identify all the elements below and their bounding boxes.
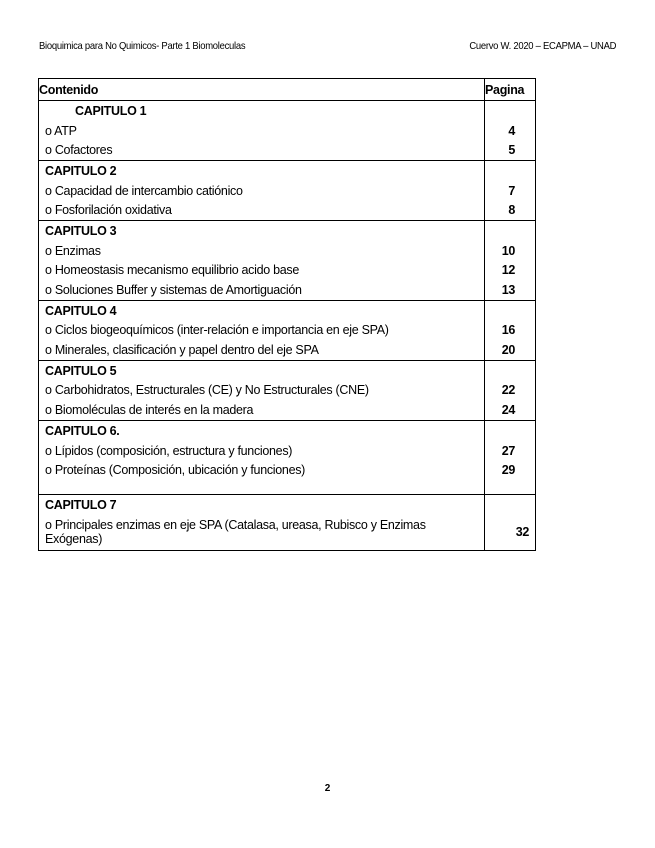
toc-entry-text: o Homeostasis mecanismo equilibrio acido base [39,261,485,281]
column-header-page: Pagina [485,79,536,101]
toc-entry-page: 12 [485,261,536,281]
toc-entry-page: 24 [485,400,536,420]
toc-entry [39,321,536,341]
toc-entry-text: o Principales enzimas en eje SPA (Catalasa, ureasa, Rubisco y Enzimas Exógenas) [39,515,485,551]
toc-entry-text: o Minerales, clasificación y papel dentro del eje SPA [39,340,485,360]
toc-entry [39,400,536,420]
toc-entry-page: 16 [485,321,536,341]
header-right: Cuervo W. 2020 – ECAPMA – UNAD [469,40,616,52]
toc-entry [39,441,536,461]
toc-entry-text: o Capacidad de intercambio catiónico [39,181,485,201]
toc-entry [39,241,536,261]
toc-entry-page: 29 [485,460,536,480]
page-number: 2 [324,783,331,794]
toc-entry [39,340,536,360]
chapter-row [39,101,536,121]
toc-entry-text: o Proteínas (Composición, ubicación y funciones) [39,460,485,480]
toc-entry-text: o Soluciones Buffer y sistemas de Amortiguación [39,280,485,300]
toc-entry-text: o Fosforilación oxidativa [39,200,485,220]
chapter-row [39,300,536,320]
toc-entry [39,140,536,160]
toc-entry-text: o Biomoléculas de interés en la madera [39,400,485,420]
toc-entry-page: 7 [485,181,536,201]
toc-entry-page: 27 [485,441,536,461]
toc-entry [39,515,536,551]
table-of-contents [38,78,536,551]
toc-entry [39,200,536,220]
chapter-title: CAPITULO 4 [39,300,485,320]
chapter-title: CAPITULO 3 [39,221,485,241]
chapter-title: CAPITULO 2 [39,161,485,181]
column-header-content: Contenido [39,79,485,101]
chapter-row [39,161,536,181]
toc-entry [39,261,536,281]
chapter-title: CAPITULO 7 [39,495,485,515]
chapter-title: CAPITULO 5 [39,360,485,380]
toc-entry-page: 4 [485,121,536,141]
toc-entry-text: o Enzimas [39,241,485,261]
toc-entry [39,181,536,201]
toc-entry-text: o Carbohidratos, Estructurales (CE) y No Estructurales (CNE) [39,381,485,401]
toc-entry [39,460,536,480]
chapter-title: CAPITULO 1 [39,101,485,121]
chapter-title: CAPITULO 6. [39,421,485,441]
toc-entry-page: 32 [485,515,536,551]
toc-entry-page: 10 [485,241,536,261]
toc-entry [39,381,536,401]
chapter-row [39,421,536,441]
toc-entry [39,280,536,300]
toc-entry-page: 22 [485,381,536,401]
header-left: Bioquimica para No Quimicos- Parte 1 Biomoleculas [39,40,246,52]
toc-entry-page: 8 [485,200,536,220]
chapter-row [39,360,536,380]
toc-entry-text: o Lípidos (composición, estructura y funciones) [39,441,485,461]
chapter-row [39,221,536,241]
toc-entry-text: o Cofactores [39,140,485,160]
chapter-row [39,495,536,515]
toc-entry-page: 20 [485,340,536,360]
toc-entry-text: o ATP [39,121,485,141]
toc-entry-text: o Ciclos biogeoquímicos (inter-relación e importancia en eje SPA) [39,321,485,341]
toc-entry-page: 5 [485,140,536,160]
toc-entry-page: 13 [485,280,536,300]
toc-entry [39,121,536,141]
